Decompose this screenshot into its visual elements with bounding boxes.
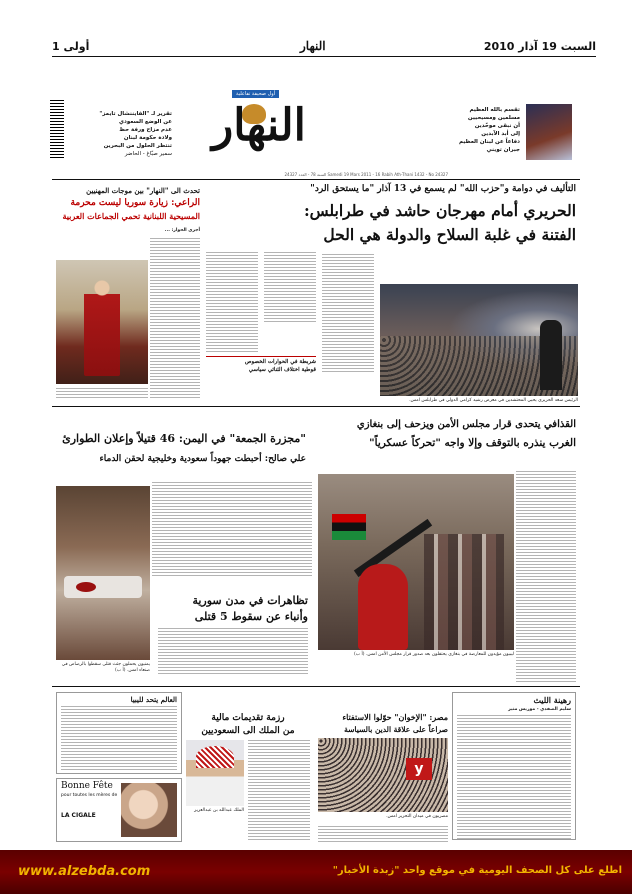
ad-box <box>56 778 182 842</box>
ad-photo <box>121 783 177 837</box>
saudi-caption: الملك عبدالله بن عبدالعزيز <box>194 808 244 813</box>
libya-caption: ليبيون مؤيدون للمعارضة في بنغازي يحتفلون بعد صدور قرار مجلس الأمن امس. (أ ب) <box>354 652 514 657</box>
left-box <box>56 692 182 774</box>
placard: y <box>406 758 432 780</box>
opinion-byline: سليم الصفدي - موريس منير <box>508 707 571 712</box>
egypt-headline-2: صراعاً على علاقة الدين بالسياسة <box>344 725 448 734</box>
masthead-barcode <box>50 98 64 158</box>
speaker-figure <box>540 320 562 390</box>
yemen-caption: يمنيون يحملون جثث قتلى سقطوا بالرصاص في صنعاء امس. (أ ب) <box>61 662 150 673</box>
keffiyeh <box>196 746 234 768</box>
masthead-info-line: Samedi 19 Mars 2011 - 16 Rabih Ath-Thani 1432 - No 24327 السنة 78 - العدد 24327 <box>284 172 448 177</box>
saudi-headline-1: رزمة تقديمات مالية <box>211 713 285 723</box>
lead-headline-2: الفتنة في غلبة السلاح والدولة هي الحل <box>323 225 576 244</box>
saudi-photo <box>186 740 244 806</box>
ad-line-1: Bonne Fête <box>61 781 113 791</box>
opinion-title: رهينة الليث <box>533 695 571 705</box>
libya-headline-1: القذافي يتحدى قرار مجلس الأمن ويزحف إلى بنغازي <box>356 419 576 430</box>
syria-headline-2: وأنباء عن سقوط 5 قتلى <box>194 610 308 623</box>
rai-text-2 <box>56 386 148 398</box>
egypt-photo <box>318 738 448 812</box>
yemen-headline-2: علي صالح: أحبطت جهوداً سعودية وخليجية لحقن الدماء <box>99 454 306 464</box>
lead-column-text <box>322 252 374 372</box>
yemen-text <box>152 480 312 576</box>
opinion-box <box>452 692 576 840</box>
masthead-logo: النهار <box>212 100 306 151</box>
rai-kicker: تحدث الى "النهار" بين موجات المهنيين <box>86 186 200 195</box>
blood <box>76 582 96 592</box>
section-rule-2 <box>52 686 580 687</box>
left-box-title: العالم يتحد لليبيا <box>130 695 177 704</box>
footer-banner <box>0 850 632 894</box>
saudi-headline-2: من الملك الى السعوديين <box>201 726 295 736</box>
lead-column-text <box>206 252 258 352</box>
egypt-headline-1: مصر: "الإخوان" حوّلوا الاستفتاء <box>342 712 448 722</box>
footer-site: www.alzebda.com <box>18 864 151 879</box>
fold-rule <box>52 56 596 57</box>
fold-date: السبت 19 آذار 2010 <box>483 40 596 53</box>
patriarch-figure <box>84 276 120 376</box>
teaser-right: تقسم بالله العظيم مسلمين ومسيحيين أن نبقى موحّدين إلى أبد الآبدين دفاعاً عن لبنان العظيم جبران تويني <box>458 107 520 153</box>
rai-photo <box>56 260 148 384</box>
left-box-text <box>61 706 177 770</box>
teaser-photo <box>526 104 572 160</box>
lead-box-subtitle: قوطية اختلاف الثنائي سياسي <box>248 367 316 373</box>
rai-headline-1: الراعي: زيارة سوريا ليست محرمة <box>70 198 200 208</box>
crowd-figures <box>424 534 504 650</box>
ad-line-2: pour toutes les mères de <box>61 793 118 798</box>
egypt-text <box>318 824 448 842</box>
section-rule-1 <box>52 406 580 407</box>
yemen-photo <box>56 486 150 660</box>
rai-headline-2: المسيحية اللبنانية تحمي الجماعات العربية <box>62 211 200 221</box>
rai-text <box>150 238 200 398</box>
interactive-badge: أول صحيفة تفاعلية <box>232 90 279 98</box>
opinion-text <box>457 715 571 839</box>
teaser-left: تقرير لـ "الفايننشال تايمز" عن الوضع السعودي عدم مزاح ورفة حظ ولادة حكومة لبنان تنتظر الحلول من البحرين سمير صبّاغ - الحاضر <box>99 111 172 157</box>
lead-box-title: شربطة في الحوارات الخصوص <box>244 359 316 365</box>
egypt-caption: مصريون في ميدان التحرير امس. <box>386 814 448 819</box>
syria-headline-1: تظاهرات في مدن سورية <box>192 594 308 607</box>
lead-headline-1: الحريري أمام مهرجان حاشد في طرابلس: <box>303 201 576 220</box>
fold-page: أولى 1 <box>52 40 90 53</box>
lead-caption: الرئيس سعد الحريري يحيي المحتشدين في معرض رشيد كرامي الدولي في طرابلس امس. <box>409 398 578 403</box>
footer-slogan: اطلع على كل الصحف اليومية في موقع واحد "زبدة الأخبار" <box>332 865 622 876</box>
libya-text <box>516 470 576 682</box>
masthead <box>52 91 580 170</box>
ad-brand: LA CIGALE <box>61 812 96 819</box>
lead-kicker: التأليف في دوامة و"حزب الله" لم يسمع في 13 آذار "ما يستحق الرد" <box>310 184 576 194</box>
libya-headline-2: الغرب ينذره بالتوقف وإلا واجه "تحركاً عسكرياً" <box>369 437 576 449</box>
yemen-headline-1: "مجزرة الجمعة" في اليمن: 46 قتيلاً وإعلان الطوارئ <box>62 432 306 445</box>
woman-figure <box>358 564 408 650</box>
lead-column-text <box>264 252 316 322</box>
fold-logo: النهار <box>300 39 326 53</box>
saudi-text <box>248 740 310 840</box>
lead-box <box>206 356 316 382</box>
masthead-rule <box>52 179 580 180</box>
lead-photo <box>380 284 578 396</box>
syria-text <box>158 628 308 674</box>
flag <box>332 514 366 540</box>
libya-photo <box>318 474 514 650</box>
rai-byline: أجرى الحوار: ... <box>164 228 200 233</box>
